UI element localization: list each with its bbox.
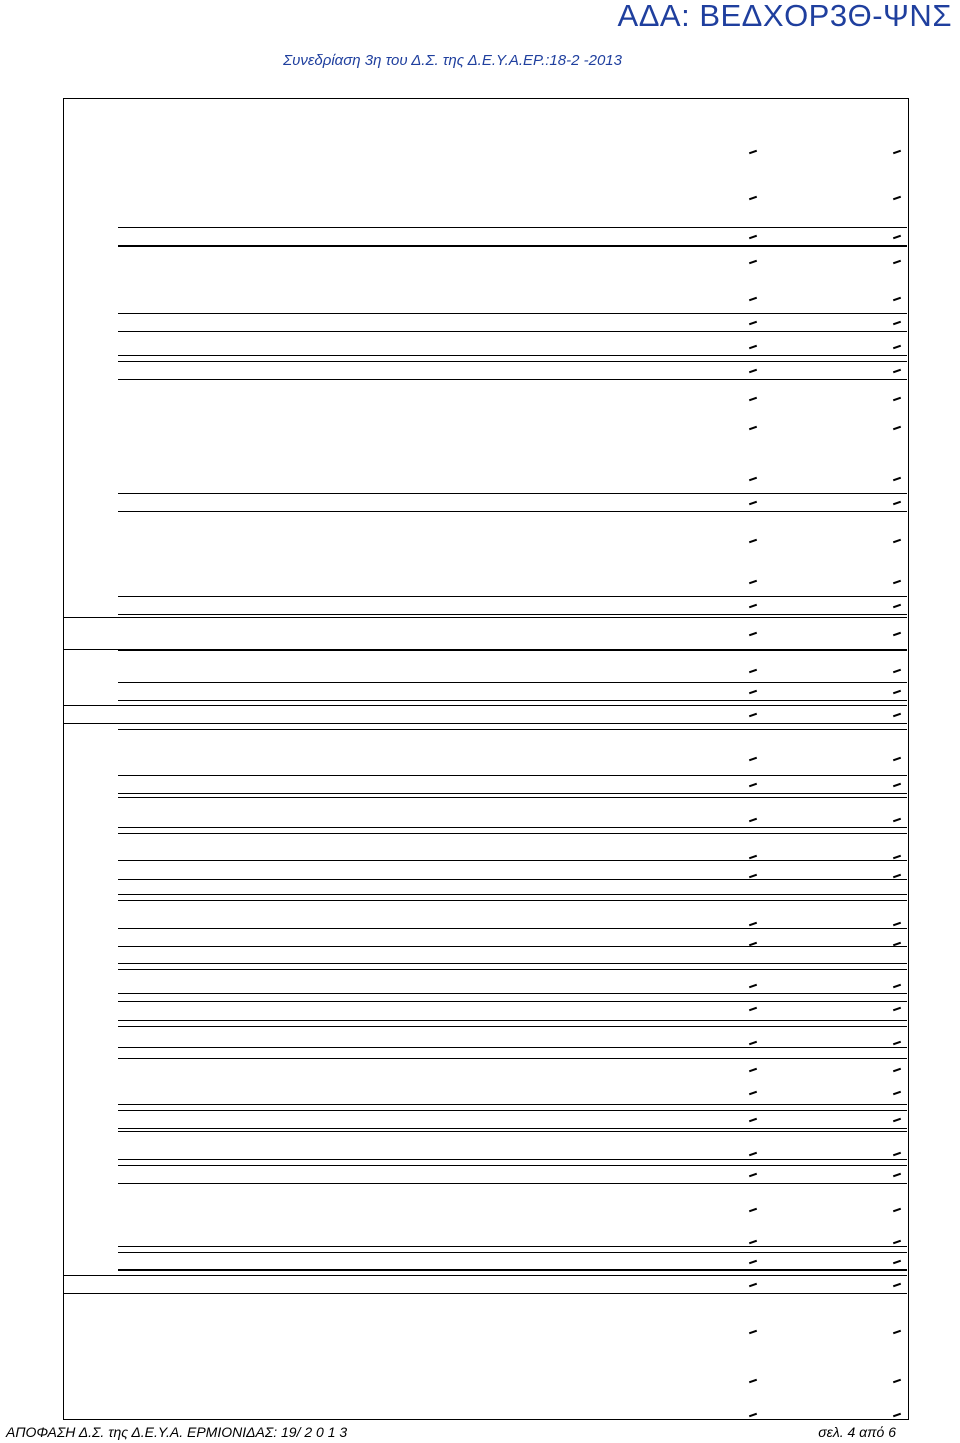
row-divider bbox=[118, 313, 907, 314]
row-divider bbox=[118, 700, 907, 701]
row-divider bbox=[118, 1020, 907, 1021]
row-divider bbox=[118, 682, 907, 683]
row-divider bbox=[118, 1252, 907, 1253]
row-divider bbox=[118, 379, 907, 380]
row-divider bbox=[118, 511, 907, 512]
row-divider bbox=[118, 1001, 907, 1002]
row-divider bbox=[118, 833, 907, 834]
row-divider bbox=[118, 946, 907, 947]
row-divider bbox=[118, 775, 907, 776]
row-divider bbox=[118, 879, 907, 880]
row-divider bbox=[118, 969, 907, 970]
footer-page-number: σελ. 4 από 6 bbox=[818, 1424, 896, 1440]
row-divider bbox=[64, 617, 907, 618]
row-divider bbox=[118, 1165, 907, 1166]
row-divider bbox=[118, 1128, 907, 1129]
row-divider bbox=[118, 1131, 907, 1132]
row-divider bbox=[118, 1110, 907, 1111]
row-divider bbox=[118, 1104, 907, 1105]
row-divider bbox=[118, 729, 907, 730]
row-divider bbox=[118, 1159, 907, 1160]
row-divider bbox=[118, 246, 907, 247]
row-divider bbox=[118, 614, 907, 615]
row-divider bbox=[118, 894, 907, 895]
row-divider bbox=[118, 1026, 907, 1027]
row-divider bbox=[118, 596, 907, 597]
row-divider bbox=[118, 797, 907, 798]
session-line: Συνεδρίαση 3η του Δ.Σ. της Δ.Ε.Υ.Α.ΕΡ.:18-2 -2013 bbox=[283, 52, 622, 69]
row-divider bbox=[118, 827, 907, 828]
row-divider bbox=[118, 1058, 907, 1059]
row-divider bbox=[118, 993, 907, 994]
row-divider bbox=[64, 1293, 907, 1294]
footer-decision: ΑΠΟΦΑΣΗ Δ.Σ. της Δ.Ε.Υ.Α. ΕΡΜΙΟΝΙΔΑΣ: 19/ 2 0 1 3 bbox=[6, 1424, 348, 1440]
row-divider bbox=[118, 493, 907, 494]
row-divider bbox=[118, 1246, 907, 1247]
row-divider bbox=[118, 227, 907, 228]
row-divider bbox=[118, 900, 907, 901]
row-divider bbox=[64, 1275, 907, 1276]
row-divider bbox=[118, 361, 907, 362]
row-divider bbox=[118, 963, 907, 964]
row-divider bbox=[64, 705, 907, 706]
budget-table bbox=[63, 98, 909, 1420]
row-divider bbox=[118, 860, 907, 861]
row-divider bbox=[118, 928, 907, 929]
row-divider bbox=[64, 723, 907, 724]
row-divider bbox=[118, 1183, 907, 1184]
row-divider bbox=[118, 331, 907, 332]
row-divider bbox=[118, 793, 907, 794]
row-divider bbox=[118, 1047, 907, 1048]
row-divider bbox=[118, 355, 907, 356]
row-divider bbox=[118, 1270, 907, 1271]
row-divider bbox=[118, 1269, 907, 1270]
ada-code: ΑΔΑ: ΒΕΔΧΟΡ3Θ-ΨΝΣ bbox=[617, 0, 952, 33]
row-divider bbox=[118, 650, 907, 651]
